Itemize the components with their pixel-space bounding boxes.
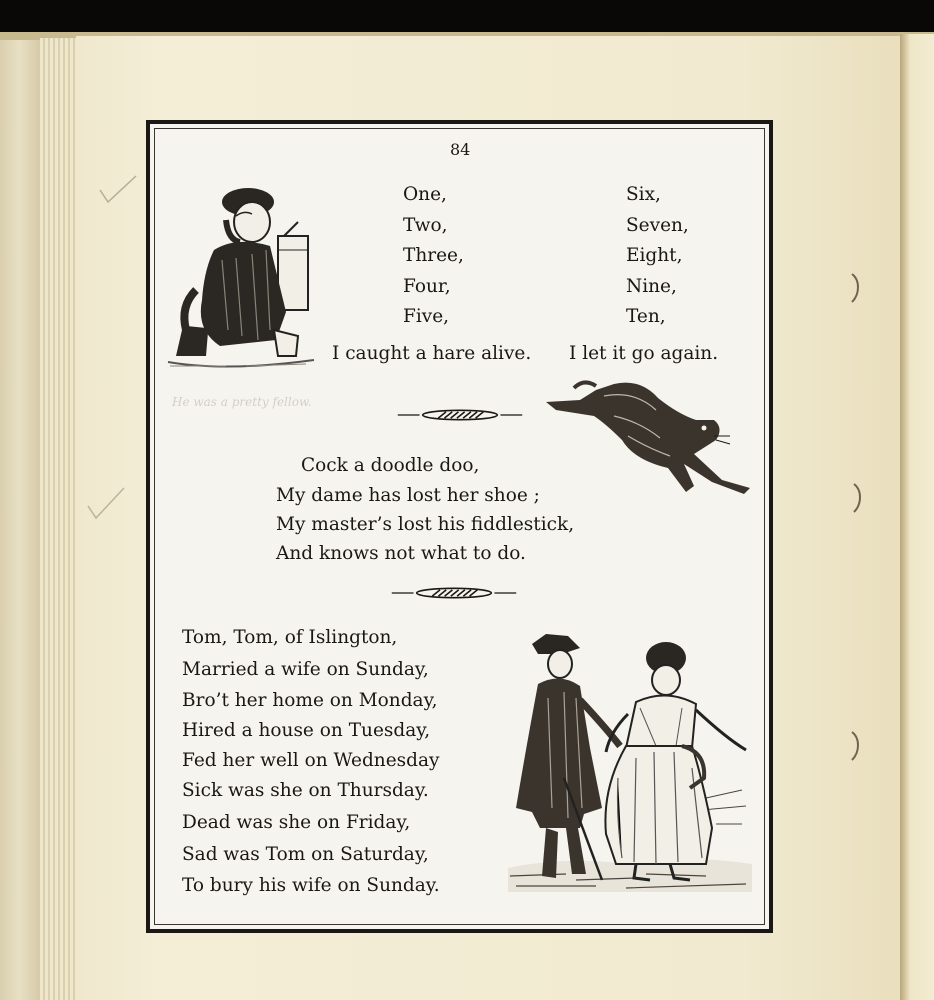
count-word: Ten, <box>626 306 666 328</box>
count-word: Four, <box>403 275 451 297</box>
cock-rhyme-line: Cock a doodle doo, <box>301 455 480 476</box>
page-number: 84 <box>450 140 471 159</box>
tom-rhyme-line: Sick was she on Thursday. <box>182 780 429 801</box>
seated-boy-illustration <box>166 180 316 370</box>
pencil-tick-mark <box>84 484 128 524</box>
tom-and-wife-illustration <box>506 628 754 896</box>
count-word: Seven, <box>626 214 689 236</box>
tom-rhyme-line: Married a wife on Sunday, <box>182 659 429 680</box>
facing-page-edge <box>900 34 934 1000</box>
page-tab-mark <box>846 728 866 764</box>
counting-right-closing: I let it go again. <box>569 343 719 364</box>
count-word: Three, <box>403 245 464 267</box>
tom-rhyme-line: To bury his wife on Sunday. <box>182 875 440 896</box>
ornamental-divider <box>380 408 540 422</box>
tom-rhyme-line: Bro’t her home on Monday, <box>182 690 438 711</box>
show-through-text: He was a pretty fellow. <box>172 395 312 409</box>
tom-rhyme-line: Fed her well on Wednesday <box>182 750 440 771</box>
count-word: Eight, <box>626 245 683 267</box>
counting-left-column <box>403 180 464 333</box>
cock-rhyme-line: And knows not what to do. <box>276 543 526 564</box>
counting-right-column <box>626 180 689 333</box>
page-edges <box>40 38 80 1000</box>
counting-left-closing: I caught a hare alive. <box>332 343 532 364</box>
leaping-hare-illustration <box>544 376 754 496</box>
tom-rhyme-line: Hired a house on Tuesday, <box>182 720 431 741</box>
count-word: Two, <box>403 214 448 236</box>
page-tab-mark <box>848 480 868 516</box>
tom-rhyme-line: Sad was Tom on Saturday, <box>182 844 429 865</box>
tom-rhyme-line: Tom, Tom, of Islington, <box>182 627 398 648</box>
page-tab-mark <box>846 270 866 306</box>
ornamental-divider <box>374 586 534 600</box>
count-word: One, <box>403 184 447 205</box>
count-word: Five, <box>403 306 450 328</box>
count-word: Six, <box>626 184 661 205</box>
cock-rhyme-line: My dame has lost her shoe ; <box>276 485 540 506</box>
count-word: Nine, <box>626 275 677 297</box>
cock-rhyme-line: My master’s lost his fiddlestick, <box>276 514 575 535</box>
tom-rhyme-line: Dead was she on Friday, <box>182 812 411 833</box>
pencil-tick-mark <box>96 172 140 208</box>
